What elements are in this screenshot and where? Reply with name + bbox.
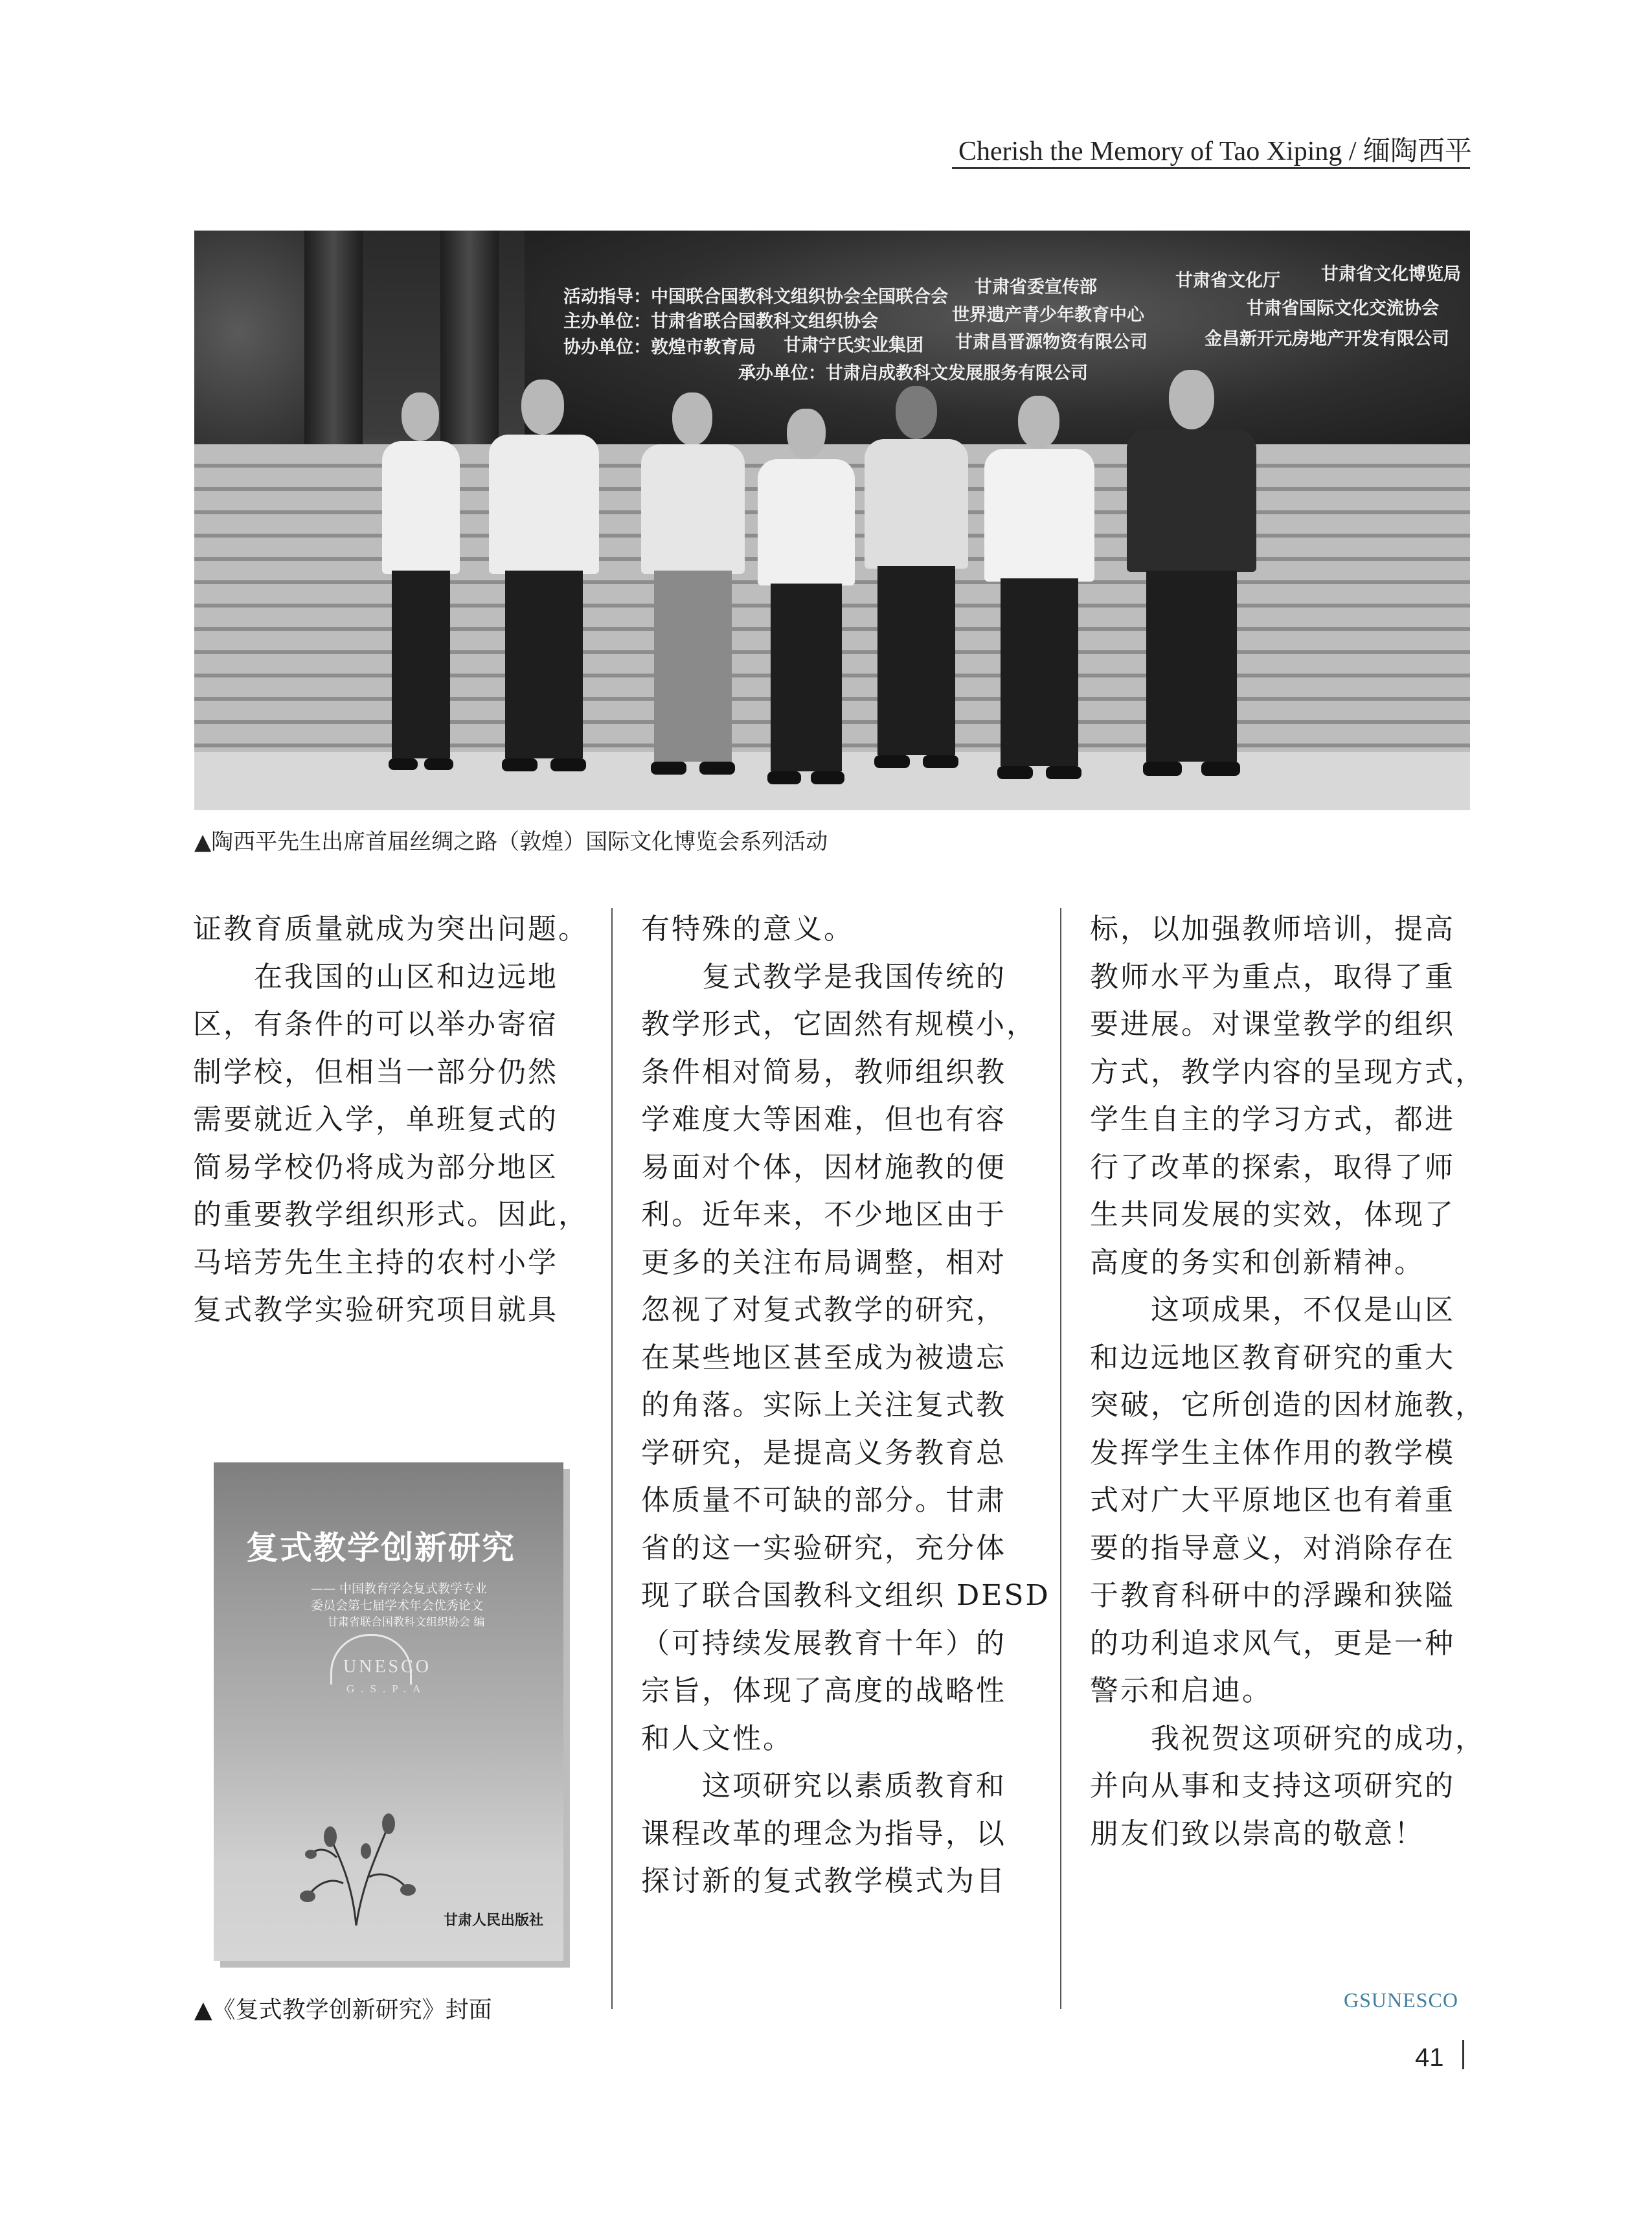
text-line: 的重要教学组织形式。因此， — [193, 1198, 589, 1231]
banner-text: 甘肃省委宣传部 — [975, 277, 1097, 297]
banner-text: 甘肃昌晋源物资有限公司 — [955, 332, 1148, 352]
text-line: 发挥学生主体作用的教学模 — [1090, 1436, 1455, 1470]
person-figure — [751, 409, 861, 791]
emblem-text: UNESCO — [343, 1657, 432, 1677]
text-line: 探讨新的复式教学模式为目 — [641, 1865, 1006, 1898]
text-line: 标，以加强教师培训，提高 — [1090, 913, 1455, 946]
text-line: 现了联合国教科文组织 DESD — [641, 1579, 1050, 1612]
text-line: 教师水平为重点，取得了重 — [1090, 960, 1455, 994]
text-line: 证教育质量就成为突出问题。 — [193, 913, 589, 946]
book-cover — [214, 1462, 563, 1961]
text-line: 复式教学是我国传统的 — [641, 960, 1006, 994]
text-line: 和边远地区教育研究的重大 — [1090, 1341, 1455, 1374]
text-line: 我祝贺这项研究的成功， — [1090, 1721, 1486, 1755]
emblem-subtext: G.S.P.A — [346, 1683, 427, 1695]
running-header: Cherish the Memory of Tao Xiping / 缅陶西平 — [958, 137, 1473, 166]
book-caption: ▲《复式教学创新研究》封面 — [194, 1997, 492, 2023]
text-line: 学难度大等困难，但也有容 — [641, 1103, 1006, 1136]
text-line: 和人文性。 — [641, 1721, 793, 1755]
text-line: 教学形式，它固然有规模小， — [641, 1008, 1037, 1041]
text-line: 课程改革的理念为指导，以 — [641, 1817, 1006, 1850]
banner-text: 甘肃宁氏实业集团 — [784, 335, 923, 356]
book-editor: 甘肃省联合国教科文组织协会 编 — [327, 1616, 485, 1629]
text-line: 学研究，是提高义务教育总 — [641, 1436, 1006, 1470]
column-divider — [1060, 908, 1061, 2009]
text-line: 需要就近入学，单班复式的 — [193, 1103, 558, 1136]
header-rule — [952, 167, 1470, 169]
banner-text: 主办单位：甘肃省联合国教科文组织协会 — [563, 312, 878, 332]
person-figure — [978, 396, 1101, 791]
text-line: 朋友们致以崇高的敬意！ — [1090, 1817, 1425, 1850]
book-publisher: 甘肃人民出版社 — [444, 1913, 544, 1929]
text-line: 在某些地区甚至成为被遗忘 — [641, 1341, 1006, 1374]
text-line: 高度的务实和创新精神。 — [1090, 1245, 1425, 1279]
text-line: 生共同发展的实效，体现了 — [1090, 1198, 1455, 1231]
banner-text: 金昌新开元房地产开发有限公司 — [1205, 329, 1449, 349]
text-line: 利。近年来，不少地区由于 — [641, 1198, 1006, 1231]
text-line: 方式，教学内容的呈现方式， — [1090, 1055, 1486, 1089]
page-number-rule — [1462, 2040, 1464, 2069]
text-line: 有特殊的意义。 — [641, 913, 854, 946]
text-line: 条件相对简易，教师组织教 — [641, 1055, 1006, 1089]
text-line: 行了改革的探索，取得了师 — [1090, 1150, 1455, 1184]
plant-illustration-icon — [291, 1786, 421, 1929]
author-signature: GSUNESCO — [1344, 1988, 1458, 2012]
person-figure — [1120, 370, 1263, 791]
column-divider — [611, 908, 613, 2009]
person-figure — [482, 380, 605, 788]
photo-caption: ▲陶西平先生出席首届丝绸之路（敦煌）国际文化博览会系列活动 — [194, 829, 828, 855]
text-line: 并向从事和支持这项研究的 — [1090, 1769, 1455, 1802]
banner-text: 甘肃省文化厅 — [1175, 271, 1280, 291]
text-line: 于教育科研中的浮躁和狭隘 — [1090, 1579, 1455, 1612]
banner-text: 甘肃省文化博览局 — [1321, 264, 1461, 284]
text-column-1 — [193, 905, 589, 1334]
banner-text: 协办单位：敦煌市教育局 — [563, 337, 756, 358]
text-line: 区，有条件的可以举办寄宿 — [193, 1008, 558, 1041]
book-title: 复式教学创新研究 — [246, 1529, 515, 1567]
text-line: 学生自主的学习方式，都进 — [1090, 1103, 1455, 1136]
text-line: 制学校，但相当一部分仍然 — [193, 1055, 558, 1089]
text-line: 简易学校仍将成为部分地区 — [193, 1150, 558, 1184]
text-line: 省的这一实验研究，充分体 — [641, 1531, 1006, 1565]
page-number: 41 — [1415, 2043, 1444, 2072]
text-line: 这项成果，不仅是山区 — [1090, 1293, 1455, 1326]
text-line: 复式教学实验研究项目就具 — [193, 1293, 558, 1326]
text-line: 宗旨，体现了高度的战略性 — [641, 1674, 1006, 1707]
text-line: 体质量不可缺的部分。甘肃 — [641, 1484, 1006, 1517]
text-line: 要的指导意义，对消除存在 — [1090, 1531, 1455, 1565]
text-line: 警示和启迪。 — [1090, 1674, 1273, 1707]
text-line: 马培芳先生主持的农村小学 — [193, 1245, 558, 1279]
text-line: 易面对个体，因材施教的便 — [641, 1150, 1006, 1184]
photo-pillar — [304, 231, 363, 444]
banner-text: 承办单位：甘肃启成教科文发展服务有限公司 — [738, 363, 1088, 383]
text-line: 的功利追求风气，更是一种 — [1090, 1626, 1455, 1660]
group-photo — [194, 231, 1470, 810]
person-figure — [635, 392, 751, 788]
book-subtitle: —— 中国教育学会复式教学专业 — [311, 1582, 488, 1596]
text-line: 的角落。实际上关注复式教 — [641, 1389, 1006, 1422]
banner-text: 世界遗产青少年教育中心 — [952, 305, 1144, 325]
text-line: 这项研究以素质教育和 — [641, 1769, 1006, 1802]
book-subtitle: 委员会第七届学术年会优秀论文 — [311, 1598, 484, 1613]
text-line: （可持续发展教育十年）的 — [641, 1626, 1006, 1660]
banner-text: 甘肃省国际文化交流协会 — [1247, 299, 1439, 319]
text-line: 忽视了对复式教学的研究， — [641, 1293, 1006, 1326]
text-line: 突破，它所创造的因材施教， — [1090, 1389, 1486, 1422]
text-line: 要进展。对课堂教学的组织 — [1090, 1008, 1455, 1041]
text-line: 更多的关注布局调整，相对 — [641, 1245, 1006, 1279]
text-line: 式对广大平原地区也有着重 — [1090, 1484, 1455, 1517]
person-figure — [858, 386, 975, 788]
banner-text: 活动指导：中国联合国教科文组织协会全国联合会 — [563, 287, 948, 307]
text-column-2 — [641, 905, 1050, 1905]
text-line: 在我国的山区和边远地 — [193, 960, 558, 994]
person-figure — [376, 392, 466, 781]
text-column-3 — [1090, 905, 1486, 1857]
